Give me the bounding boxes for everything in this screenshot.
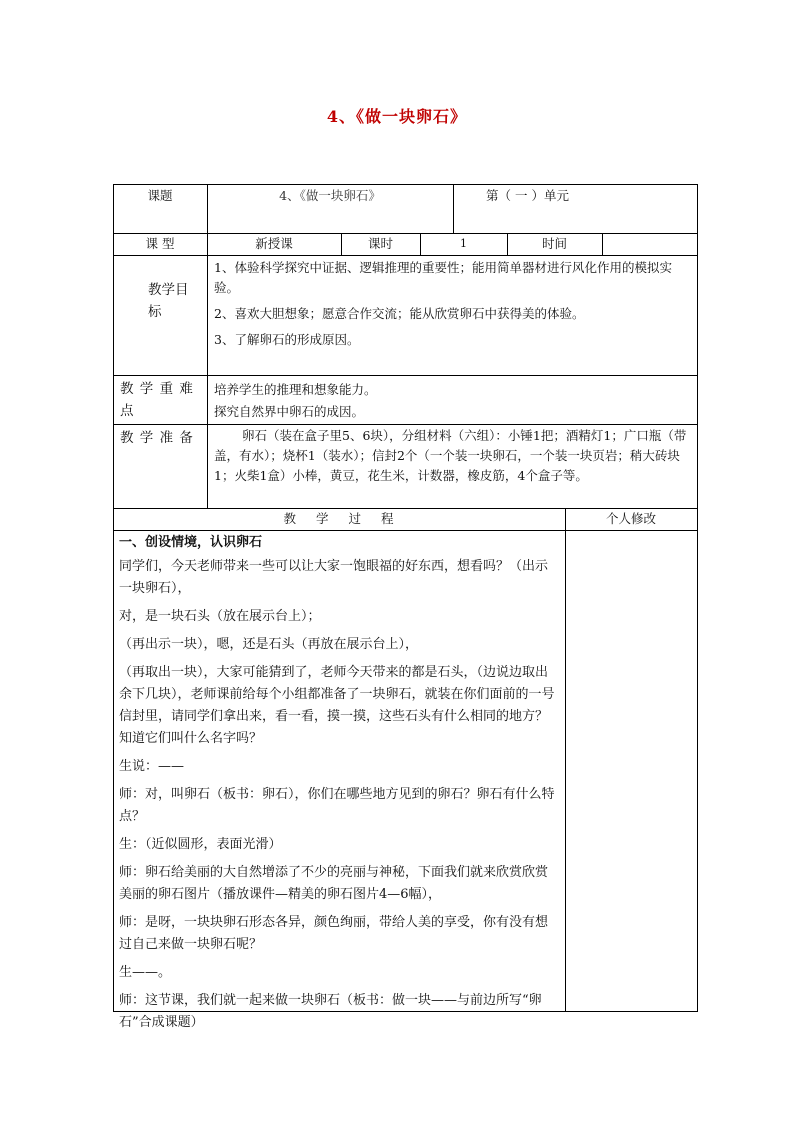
table-rule	[113, 375, 698, 376]
process-paragraph: 师：是呀，一块块卵石形态各异，颜色绚丽，带给人美的享受，你有没有想过自己来做一块卵石呢？	[119, 915, 549, 952]
lesson-label: 课题	[147, 188, 173, 203]
objective-item: 2、喜欢大胆想象；愿意合作交流；能从欣赏卵石中获得美的体验。	[214, 306, 585, 321]
table-rule	[113, 424, 698, 425]
section-title: 一、创设情境，认识卵石	[119, 535, 263, 550]
time-label: 时间	[541, 236, 567, 251]
lesson-title: 4、《做一块卵石》	[279, 188, 381, 203]
table-rule	[113, 184, 698, 185]
unit-label: 第（ 一 ）单元	[486, 188, 569, 203]
table-rule	[697, 184, 698, 1012]
process-paragraph: 师：这节课，我们就一起来做一块卵石（板书：做一块——与前边所写“卵石”合成课题）	[119, 993, 542, 1030]
table-rule	[113, 255, 698, 256]
process-header: 教 学 过 程	[283, 511, 395, 526]
process-paragraph: 生说：——	[119, 759, 185, 774]
process-paragraph: 师：对，叫卵石（板书：卵石），你们在哪些地方见到的卵石？卵石有什么特点？	[119, 787, 555, 824]
objectives-label: 教学目标	[148, 282, 189, 320]
key-points-label: 教 学 重 难点	[120, 381, 194, 419]
modify-header: 个人修改	[605, 511, 656, 526]
class-hours-value: 1	[460, 237, 467, 250]
process-paragraph: 生：（近似圆形，表面光滑）	[119, 837, 282, 852]
table-rule	[602, 233, 603, 256]
preparation-content: 卵石（装在盒子里5、6块），分组材料（六组）：小锤1把；酒精灯1；广口瓶（带盖，有水）；烧杯1（装水）；信封2个（一个装一块卵石，一个装一块页岩；稍大砖块1；火柴1盒）小棒，黄豆，花生米，计数器，橡皮筋，4个盒子等。	[214, 428, 687, 483]
process-paragraph: 生——。	[119, 965, 172, 980]
objective-item: 1、体验科学探究中证据、逻辑推理的重要性；能用简单器材进行风化作用的模拟实验。	[214, 260, 672, 295]
process-paragraph: 同学们，今天老师带来一些可以让大家一饱眼福的好东西，想看吗？（出示一块卵石），	[119, 559, 549, 596]
table-rule	[113, 530, 698, 531]
lesson-type-label: 课 型	[145, 236, 175, 251]
key-point-item: 探究自然界中卵石的成因。	[214, 404, 365, 419]
key-points-content	[214, 379, 692, 423]
process-content	[119, 532, 559, 1040]
lesson-type-value: 新授课	[255, 236, 293, 251]
key-point-item: 培养学生的推理和想象能力。	[214, 382, 377, 397]
table-rule	[565, 508, 566, 1012]
table-rule	[113, 184, 114, 1012]
table-rule	[453, 184, 454, 234]
process-paragraph: 师：卵石给美丽的大自然增添了不少的亮丽与神秘，下面我们就来欣赏欣赏美丽的卵石图片（播放课件—精美的卵石图片4—6幅），	[119, 865, 549, 902]
process-paragraph: （再取出一块），大家可能猜到了，老师今天带来的都是石头，（边说边取出余下几块），老师课前给每个小组都准备了一块卵石，就装在你们面前的一号信封里，请同学们拿出来，看一看，摸一摸，这些石头有什么相同的地方？知道它们叫什么名字吗？	[119, 665, 555, 746]
process-paragraph: （再出示一块），嗯，还是石头（再放在展示台上），	[119, 637, 419, 652]
page-title: 4、《做一块卵石》	[326, 107, 468, 126]
table-rule	[207, 255, 208, 509]
objectives-content	[214, 258, 692, 356]
process-paragraph: 对，是一块石头（放在展示台上）；	[119, 609, 321, 624]
class-hours-label: 课时	[367, 236, 393, 251]
preparation-label: 教 学 准 备	[120, 430, 194, 446]
objective-item: 3、了解卵石的形成原因。	[214, 332, 360, 347]
